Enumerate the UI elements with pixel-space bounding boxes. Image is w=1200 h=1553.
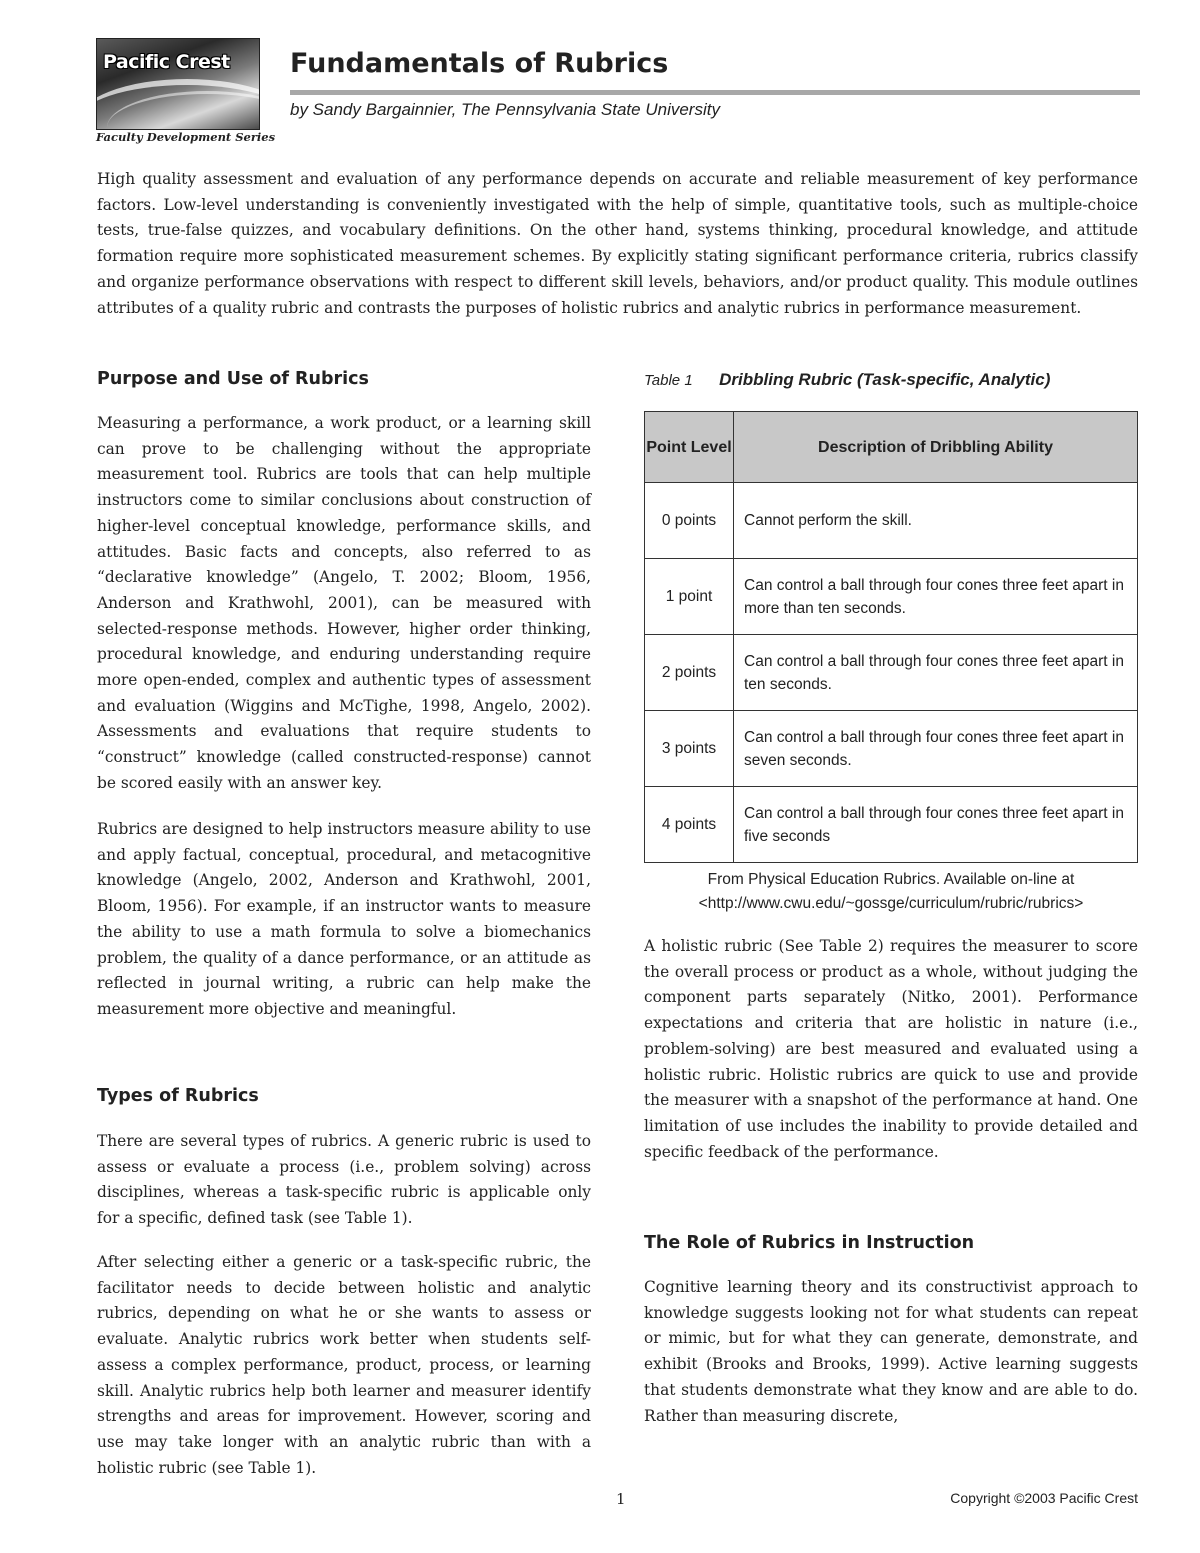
table-source-url: <http://www.cwu.edu/~gossge/curriculum/rubric/rubrics> — [698, 895, 1084, 912]
table-row — [645, 787, 1138, 863]
copyright: Copyright ©2003 Pacific Crest — [950, 1490, 1138, 1506]
row-level: 4 points — [645, 787, 734, 863]
table-row — [645, 559, 1138, 635]
table-source-line-1: From Physical Education Rubrics. Available on-line at — [707, 871, 1075, 888]
row-level: 0 points — [645, 483, 734, 559]
role-heading: The Role of Rubrics in Instruction — [644, 1233, 975, 1253]
intro-paragraph: High quality assessment and evaluation of any performance depends on accurate and reliable measurement of key performance factors. Low-level understanding is conveniently investigated with the help of simple, quantitative tools, such as multiple-choice tests, true-false quizzes, and vocabulary definitions. On the other hand, systems thinking, procedural knowledge, and attitude formation require more sophisticated measurement schemes. By explicitly stating significant performance criteria, rubrics classify and organize performance observations with respect to different skill levels, behaviors, and/or product quality. This module outlines attributes of a quality rubric and contrasts the purposes of holistic rubrics and analytic rubrics in performance measurement. — [97, 170, 1138, 317]
types-paragraph-2: After selecting either a generic or a task-specific rubric, the facilitator needs to decide between holistic and analytic rubrics, depending on what he or she wants to assess or evaluate. Analytic rubrics work better when students self-assess a complex performance, product, process, or learning skill. Analytic rubrics help both learner and measurer identify strengths and areas for improvement. However, scoring and use may take longer with an analytic rubric than with a holistic rubric (see Table 1). — [97, 1253, 591, 1477]
header-description: Description of Dribbling Ability — [734, 412, 1138, 483]
logo-name: Pacific Crest — [103, 51, 230, 73]
table-row — [645, 635, 1138, 711]
table-source — [644, 868, 1138, 916]
table-row — [645, 711, 1138, 787]
role-paragraph: Cognitive learning theory and its constructivist approach to knowledge suggests looking not for what students can repeat or mimic, but for what they can generate, demonstrate, and exhibit (Brooks and Brooks, 1999). Active learning suggests that students demonstrate what they know and are able to do. Rather than measuring discrete, — [644, 1278, 1138, 1425]
row-level: 1 point — [645, 559, 734, 635]
document-title: Fundamentals of Rubrics — [290, 48, 669, 79]
row-description: Can control a ball through four cones three feet apart in seven seconds. — [734, 711, 1138, 787]
purpose-heading: Purpose and Use of Rubrics — [97, 369, 369, 389]
row-description: Can control a ball through four cones three feet apart in more than ten seconds. — [734, 559, 1138, 635]
byline: by Sandy Bargainnier, The Pennsylvania State University — [290, 100, 720, 119]
pacific-crest-logo — [96, 38, 276, 150]
table-title: Dribbling Rubric (Task-specific, Analytic) — [719, 370, 1051, 389]
purpose-paragraph-1: Measuring a performance, a work product, or a learning skill can prove to be challenging without the appropriate measurement tool. Rubrics are tools that can help multiple instructors come to similar conclusions about construction of higher-level conceptual knowledge, performance skills, and attitudes. Basic facts and concepts, also referred to as “declarative knowledge” (Angelo, T. 2002; Bloom, 1956, Anderson and Krathwohl, 2001), can be measured with selected-response methods. However, higher order thinking, procedural knowledge, and enduring understanding require more open-ended, complex and authentic types of assessment and evaluation (Wiggins and McTighe, 1998, Angelo, 2002). Assessments and evaluations that require students to “construct” knowledge (called constructed-response) cannot be scored easily with an answer key. — [97, 414, 591, 792]
row-description: Cannot perform the skill. — [734, 483, 1138, 559]
logo-series: Faculty Development Series — [96, 130, 276, 144]
types-paragraph-1: There are several types of rubrics. A generic rubric is used to assess or evaluate a process (i.e., problem solving) across disciplines, whereas a task-specific rubric is applicable only for a specific, defined task (see Table 1). — [97, 1132, 591, 1228]
table-header-row — [645, 412, 1138, 483]
logo-image — [96, 38, 260, 130]
row-level: 3 points — [645, 711, 734, 787]
purpose-paragraph-2: Rubrics are designed to help instructors measure ability to use and apply factual, conceptual, procedural, and metacognitive knowledge (Angelo, 2002, Anderson and Krathwohl, 2001, Bloom, 1956). For example, if an instructor wants to measure the ability to use a math formula to solve a biomechanics problem, the quality of a dance performance, or an attitude as reflected in journal writing, a rubric can help make the measurement more objective and meaningful. — [97, 820, 591, 1018]
table-row — [645, 483, 1138, 559]
row-level: 2 points — [645, 635, 734, 711]
holistic-paragraph: A holistic rubric (See Table 2) requires the measurer to score the overall process or product as a whole, without judging the component parts separately (Nitko, 2001). Performance expectations and criteria that are holistic in nature (i.e., problem-solving) are best measured and evaluated using a holistic rubric. Holistic rubrics are quick to use and provide the measurer with a snapshot of the performance at hand. One limitation of use includes the inability to provide detailed and specific feedback of the performance. — [644, 937, 1138, 1161]
row-description: Can control a ball through four cones three feet apart in ten seconds. — [734, 635, 1138, 711]
row-description: Can control a ball through four cones three feet apart in five seconds — [734, 787, 1138, 863]
header-point-level: Point Level — [645, 412, 734, 483]
title-rule — [290, 90, 1140, 95]
dribbling-rubric-table — [644, 411, 1138, 863]
types-heading: Types of Rubrics — [97, 1086, 259, 1106]
table-number: Table 1 — [644, 372, 693, 389]
page-number: 1 — [616, 1490, 626, 1508]
table-caption — [644, 370, 1050, 390]
